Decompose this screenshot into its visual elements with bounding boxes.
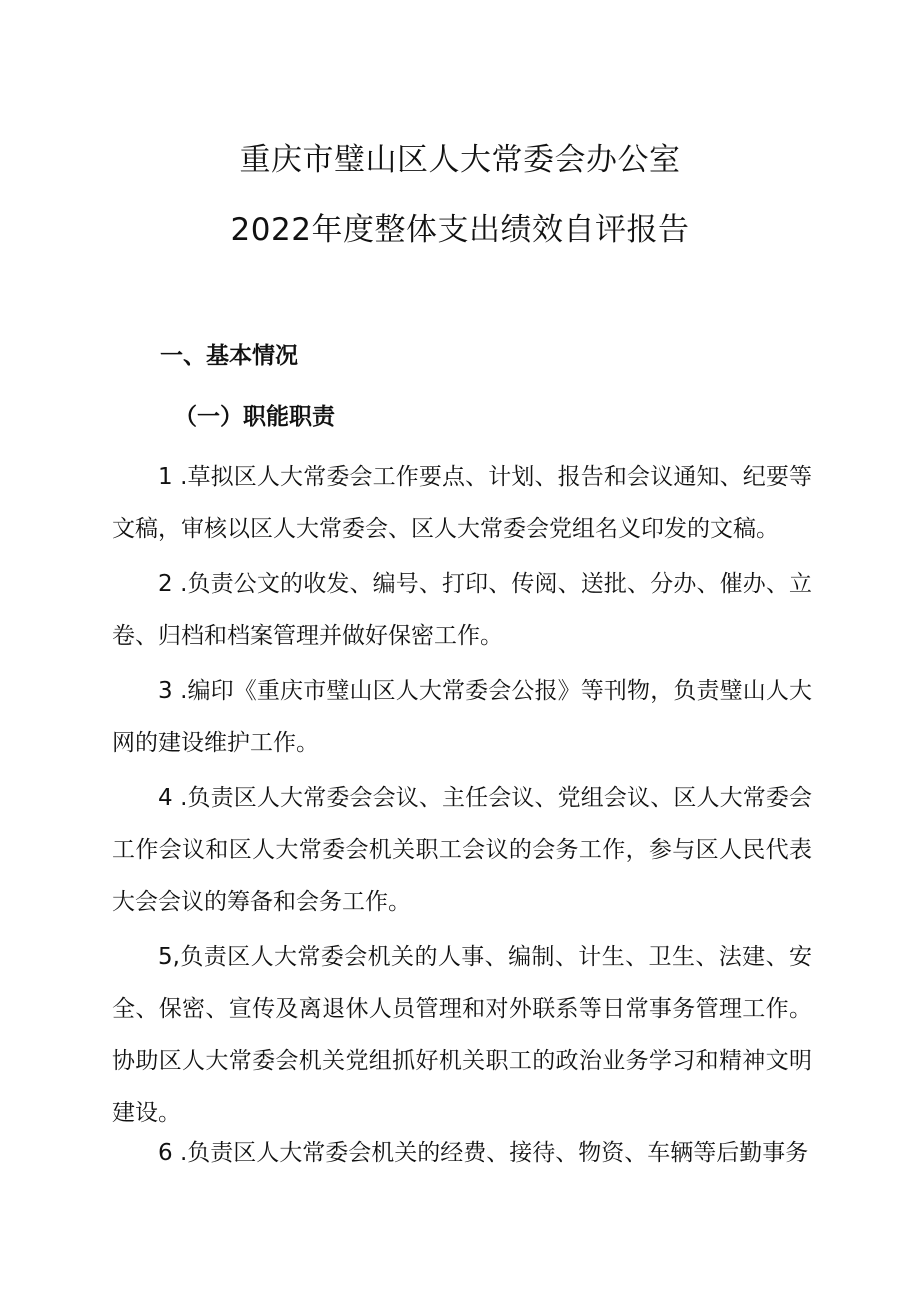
section-heading-basic-info: 一、基本情况 [160, 343, 298, 369]
paragraph-duty-6: 6 .负责区人大常委会机关的经费、接待、物资、车辆等后勤事务 [158, 1140, 809, 1166]
paragraph-duty-2: 2 .负责公文的收发、编号、打印、传阅、送批、分办、催办、立卷、归档和档案管理并做好保密工作。 [112, 571, 812, 649]
paragraph-duty-1: 1 .草拟区人大常委会工作要点、计划、报告和会议通知、纪要等文稿，审核以区人大常委会、区人大常委会党组名义印发的文稿。 [112, 464, 812, 542]
document-title-line-2: 2022年度整体支出绩效自评报告 [230, 212, 690, 248]
paragraph-duty-5: 5,负责区人大常委会机关的人事、编制、计生、卫生、法建、安全、保密、宣传及离退休人员管理和对外联系等日常事务管理工作。协助区人大常委会机关党组抓好机关职工的政治业务学习和精神文明建设。 [112, 944, 812, 1126]
subsection-heading-duties: （一）职能职责 [174, 404, 335, 430]
document-title-line-1: 重庆市璧山区人大常委会办公室 [239, 142, 681, 178]
paragraph-duty-4: 4 .负责区人大常委会会议、主任会议、党组会议、区人大常委会工作会议和区人大常委会机关职工会议的会务工作，参与区人民代表大会会议的筹备和会务工作。 [112, 785, 812, 915]
paragraph-duty-3: 3 .编印《重庆市璧山区人大常委会公报》等刊物，负责璧山人大网的建设维护工作。 [112, 678, 812, 756]
